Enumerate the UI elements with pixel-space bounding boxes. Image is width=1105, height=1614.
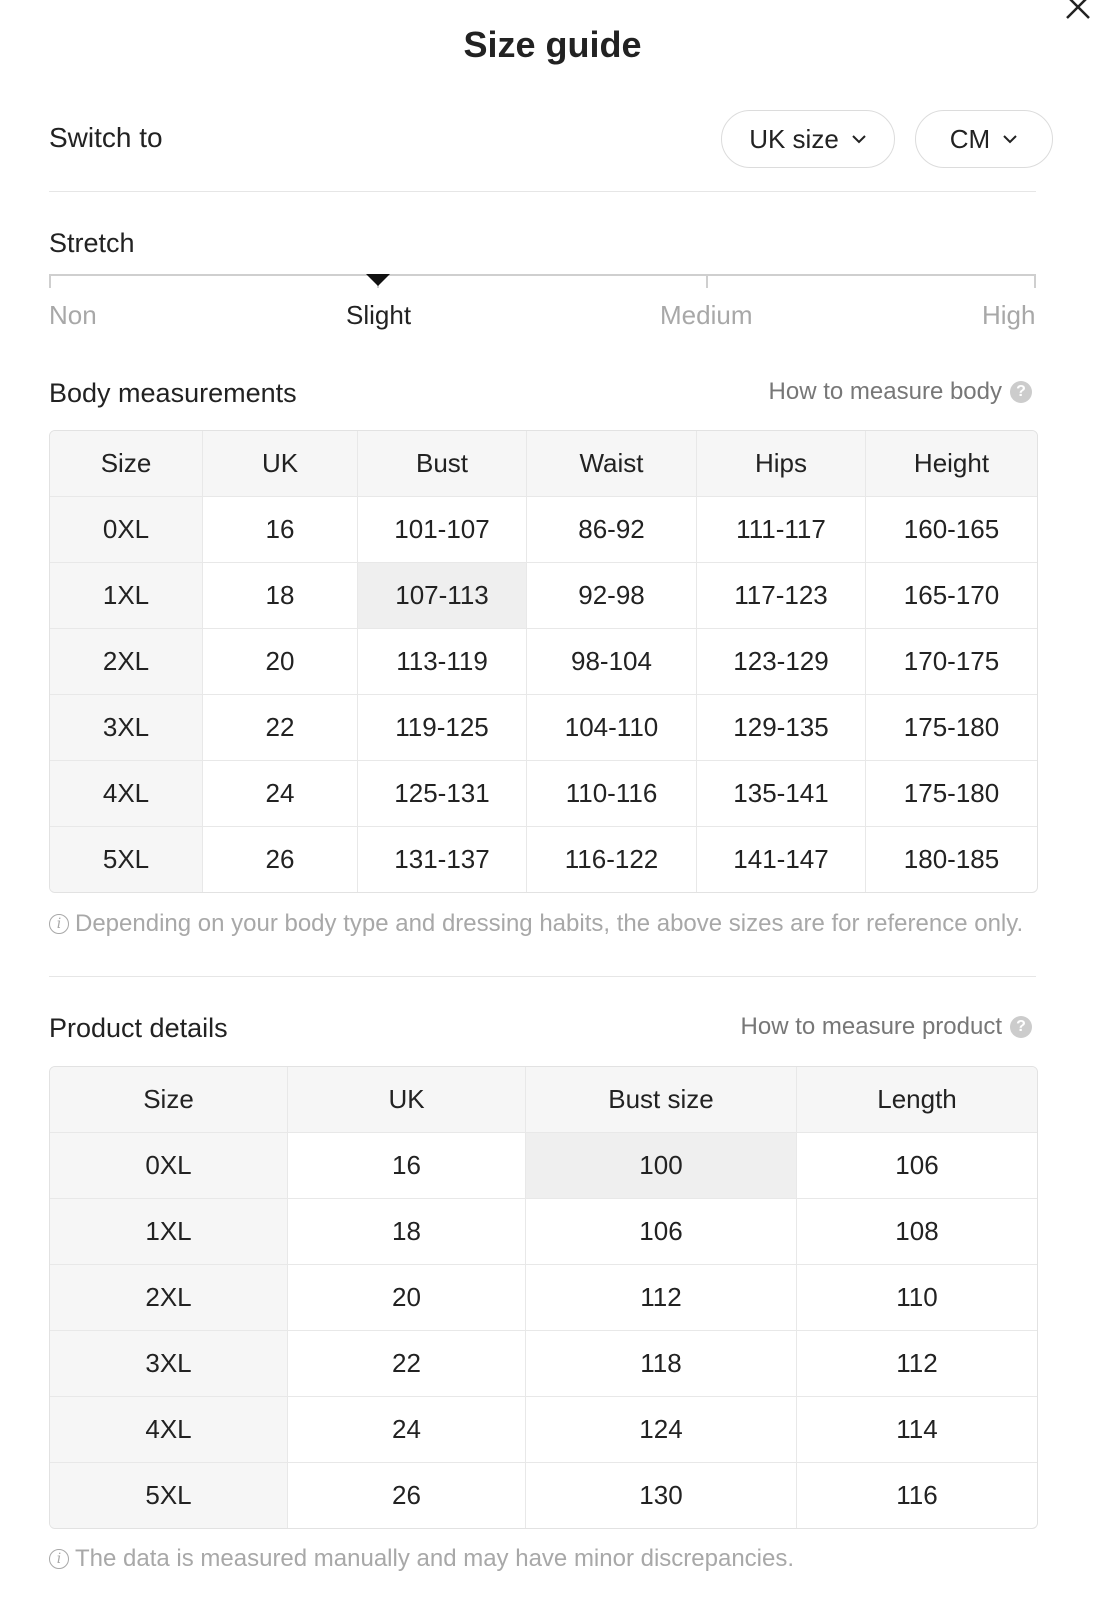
table-cell: 104-110 [527,695,697,761]
product-details-table [49,1066,1038,1529]
stretch-label-slight: Slight [346,300,412,330]
table-cell: 113-119 [358,629,527,695]
body-disclaimer [49,910,1023,938]
stretch-label-non: Non [49,300,97,330]
table-cell: 112 [797,1331,1037,1397]
table-row [50,1331,1037,1397]
table-cell: 170-175 [866,629,1037,695]
table-cell: 112 [526,1265,797,1331]
close-icon [1063,0,1093,22]
stretch-scale-line [49,274,1036,276]
unit-value: CM [949,123,991,154]
table-row [50,1199,1037,1265]
table-cell: 175-180 [866,695,1037,761]
table-cell: 4XL [50,761,203,827]
table-cell: 129-135 [697,695,866,761]
column-header: Bust size [526,1067,797,1133]
stretch-title: Stretch [49,228,135,258]
table-row [50,629,1037,695]
column-header: Length [797,1067,1037,1133]
table-cell: 20 [288,1265,526,1331]
table-header-row [50,431,1037,497]
table-cell: 116 [896,1480,938,1510]
table-header-row [50,1067,1037,1133]
stretch-tick [49,274,51,288]
table-row [50,761,1037,827]
table-cell: 106 [526,1199,797,1265]
stretch-tick [1034,274,1036,288]
table-cell: 123-129 [697,629,866,695]
table-cell: 110-116 [527,761,697,827]
stretch-label-high: High [982,300,1036,330]
table-cell: 165-170 [866,563,1037,629]
table-cell: 98-104 [527,629,697,695]
close-button[interactable] [1063,0,1093,22]
table-cell: 2XL [50,629,203,695]
table-cell: 22 [203,695,358,761]
body-disclaimer-text: Depending on your body type and dressing habits, the above sizes are for reference only. [75,910,1024,937]
table-row [50,827,1037,892]
table-cell: 110 [797,1265,1037,1331]
divider [49,191,1036,192]
divider [49,976,1036,977]
table-cell: 114 [797,1397,1037,1463]
table-cell: 118 [526,1331,797,1397]
stretch-tick [706,274,708,288]
table-cell: 180-185 [903,844,1000,874]
table-row [50,1265,1037,1331]
table-row [50,695,1037,761]
table-cell: 141-147 [697,827,866,892]
table-cell: 20 [203,629,358,695]
how-to-measure-product-link[interactable] [741,1013,1032,1041]
table-cell: 24 [203,761,358,827]
table-cell: 26 [203,827,358,892]
chevron-down-icon [851,134,867,144]
table-cell: 2XL [50,1265,288,1331]
table-cell: 117-123 [697,563,866,629]
size-system-dropdown[interactable] [721,110,895,168]
page-title: Size guide [463,24,642,65]
table-cell: 3XL [50,1331,288,1397]
table-cell: 3XL [50,695,203,761]
column-header: Height [866,431,1037,497]
switch-row [49,110,1036,170]
table-cell: 106 [797,1133,1037,1199]
how-to-measure-product-label: How to measure product [740,1013,1002,1040]
table-cell: 18 [203,563,358,629]
product-disclaimer-text: The data is measured manually and may have minor discrepancies. [75,1545,795,1572]
column-header: Waist [527,431,697,497]
table-row [50,563,1037,629]
column-header: Size [50,431,203,497]
table-cell: 111-117 [697,497,866,563]
table-cell: 130 [526,1463,797,1528]
column-header: UK [288,1067,526,1133]
table-cell: 5XL [50,1463,288,1528]
switch-label: Switch to [49,122,163,153]
table-cell: 92-98 [527,563,697,629]
column-header: Hips [697,431,866,497]
table-cell: 22 [288,1331,526,1397]
info-circle-icon: i [49,1549,69,1569]
table-cell: 101-107 [358,497,527,563]
table-cell: 0XL [50,497,203,563]
table-cell: 119-125 [358,695,527,761]
table-row [50,1133,1037,1199]
table-cell: 0XL [50,1133,288,1199]
table-row [50,1463,1037,1528]
table-cell: 1XL [50,1199,288,1265]
table-cell: 24 [288,1397,526,1463]
stretch-label-medium: Medium [660,300,753,330]
table-cell: 86-92 [527,497,697,563]
product-section-title: Product details [49,1013,228,1043]
how-to-measure-body-label: How to measure body [768,378,1002,405]
body-measurements-table [49,430,1038,893]
table-cell: 5XL [50,827,203,892]
table-cell: 160-165 [866,497,1037,563]
table-row [50,1397,1037,1463]
table-cell: 131-137 [358,827,527,892]
table-cell: 16 [203,497,358,563]
table-cell: 175-180 [866,761,1037,827]
table-cell: 1XL [50,563,203,629]
body-section-header [49,378,1036,418]
how-to-measure-body-link[interactable] [769,378,1032,406]
table-row [50,497,1037,563]
product-section-header [49,1013,1036,1053]
stretch-marker-icon [366,274,390,286]
table-cell: 18 [288,1199,526,1265]
table-cell: 26 [288,1463,526,1528]
table-cell: 116-122 [527,827,697,892]
table-cell: 108 [797,1199,1037,1265]
table-cell: 135-141 [697,761,866,827]
question-circle-icon: ? [1010,1016,1032,1038]
body-section-title: Body measurements [49,378,297,408]
table-cell-highlighted: 100 [526,1133,797,1199]
column-header: Bust [358,431,527,497]
column-header: Size [50,1067,288,1133]
stretch-scale [49,274,1036,294]
question-circle-icon: ? [1010,381,1032,403]
table-cell: 125-131 [358,761,527,827]
chevron-down-icon [1002,134,1018,144]
unit-dropdown[interactable] [915,110,1053,168]
size-system-value: UK size [749,123,839,154]
table-cell-highlighted: 107-113 [358,563,527,629]
column-header: UK [203,431,358,497]
table-cell: 4XL [50,1397,288,1463]
product-disclaimer [49,1545,794,1573]
table-cell: 16 [288,1133,526,1199]
table-cell: 124 [526,1397,797,1463]
info-circle-icon: i [49,914,69,934]
